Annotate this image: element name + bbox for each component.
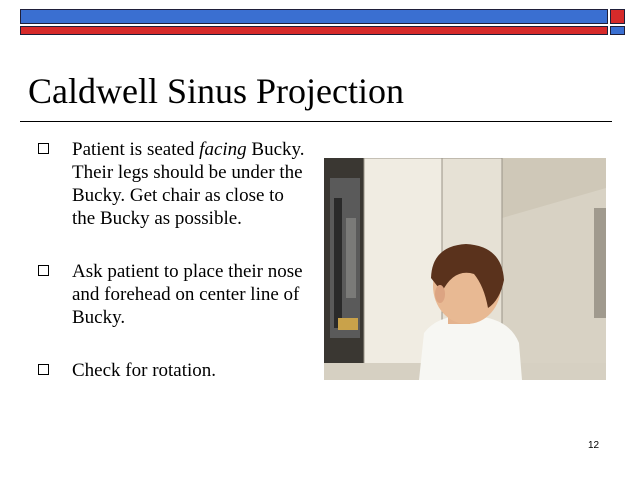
bullet-text-part: Patient is seated xyxy=(72,139,200,160)
header-square-blue xyxy=(610,26,625,35)
header-bar-blue xyxy=(20,9,608,24)
bullet-text-emphasis: facing xyxy=(199,139,247,160)
bullet-text-part: Bucky. Their legs should be under the Bucky. Get chair as close to the Bucky as possible. xyxy=(72,139,305,229)
page-number: 12 xyxy=(588,440,600,451)
bullet-item xyxy=(36,260,306,329)
slide-title: Caldwell Sinus Projection xyxy=(28,71,404,111)
bullet-text-part: Check for rotation. xyxy=(72,360,217,381)
bullet-text-part: Ask patient to place their nose and forehead on center line of Bucky. xyxy=(72,261,303,328)
title-divider xyxy=(20,121,612,122)
bullet-item xyxy=(36,359,306,382)
square-bullet-icon xyxy=(38,265,49,276)
bullet-item xyxy=(36,138,306,230)
bullet-list xyxy=(36,138,306,412)
patient-positioning-photo xyxy=(324,158,606,380)
header-square-red xyxy=(610,9,625,24)
square-bullet-icon xyxy=(38,143,49,154)
header-bar-red xyxy=(20,26,608,35)
square-bullet-icon xyxy=(38,364,49,375)
